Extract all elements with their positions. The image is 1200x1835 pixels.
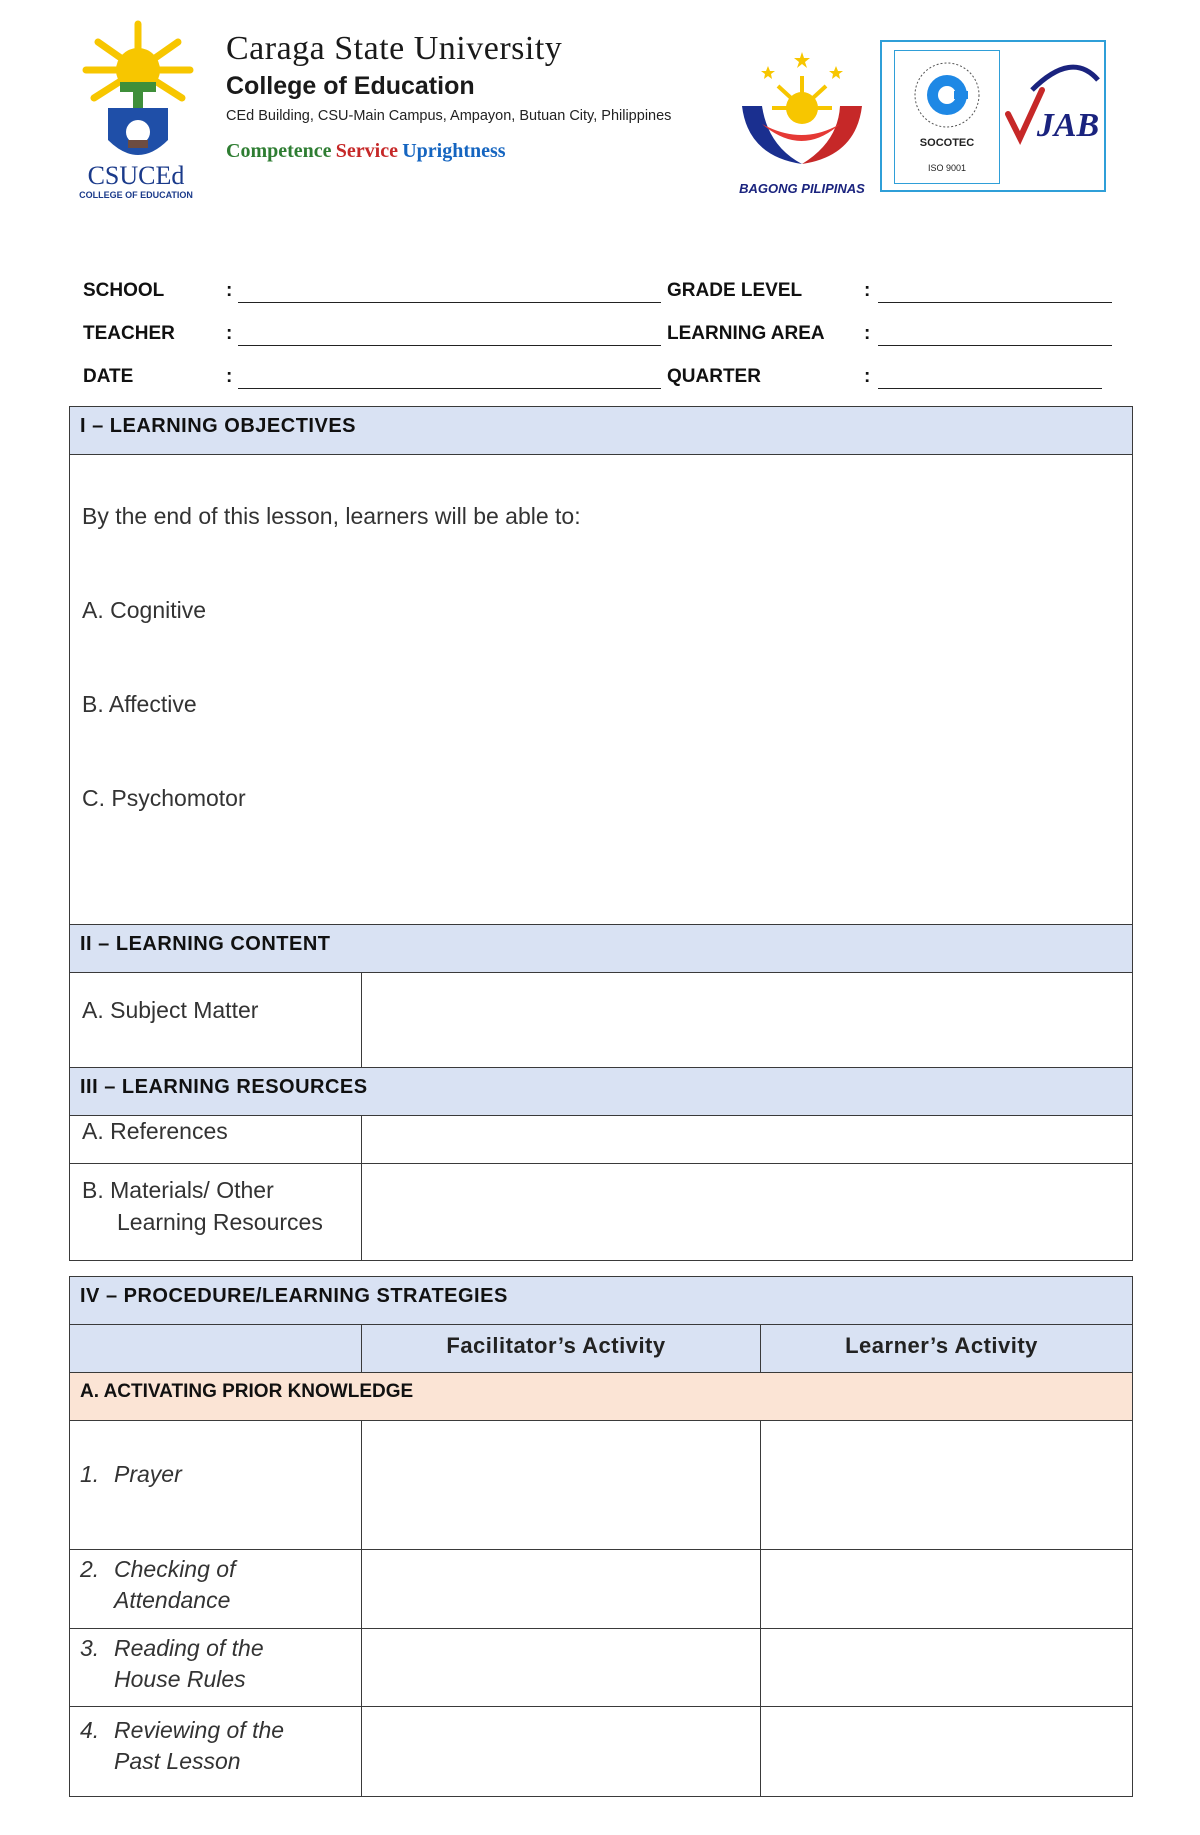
quarter-field[interactable] <box>878 388 1102 389</box>
learner-cell[interactable] <box>761 1629 1133 1707</box>
procedure-item-prayer <box>70 1421 362 1550</box>
learner-activity-header: Learner’s Activity <box>761 1325 1133 1373</box>
socotec-logo <box>894 50 1000 184</box>
learner-cell[interactable] <box>761 1421 1133 1550</box>
item-text-line2: Past Lesson <box>114 1748 241 1774</box>
facilitator-cell[interactable] <box>362 1550 761 1629</box>
procedure-item-house-rules <box>70 1629 362 1707</box>
lesson-plan-table-2 <box>69 1276 1133 1797</box>
item-number: 2. <box>80 1556 100 1582</box>
materials-label-line2: Learning Resources <box>117 1209 323 1235</box>
item-number: 4. <box>80 1717 100 1743</box>
certification-box <box>880 40 1106 192</box>
item-text: Checking of <box>114 1556 236 1582</box>
motto <box>226 140 506 163</box>
bagong-pilipinas-text: BAGONG PILIPINAS <box>739 181 865 196</box>
learning-area-field[interactable] <box>878 345 1112 346</box>
teacher-field[interactable] <box>238 345 661 346</box>
sun-icon <box>772 76 832 124</box>
grade-level-field[interactable] <box>878 302 1112 303</box>
college-address: CEd Building, CSU-Main Campus, Ampayon, Butuan City, Philippines <box>226 108 672 124</box>
iso-text: ISO 9001 <box>927 163 967 173</box>
learning-objectives-header: I – LEARNING OBJECTIVES <box>70 407 1133 455</box>
date-label: DATE <box>83 366 134 387</box>
learning-area-colon: : <box>864 323 871 344</box>
teacher-colon: : <box>226 323 233 344</box>
svg-text:CSUCEd: CSUCEd <box>87 161 185 190</box>
item-number: 1. <box>80 1461 100 1487</box>
materials-value[interactable] <box>362 1164 1133 1261</box>
materials-label <box>70 1164 362 1261</box>
date-colon: : <box>226 366 233 387</box>
motto-uprightness: Uprightness <box>402 140 506 162</box>
learning-resources-header: III – LEARNING RESOURCES <box>70 1068 1133 1116</box>
references-label: A. References <box>70 1116 362 1164</box>
date-field[interactable] <box>238 388 661 389</box>
facilitator-cell[interactable] <box>362 1629 761 1707</box>
item-text-line2: Attendance <box>114 1587 231 1613</box>
teacher-label: TEACHER <box>83 323 175 344</box>
procedure-item-past-lesson <box>70 1707 362 1797</box>
learning-objectives-body[interactable] <box>70 455 1133 925</box>
grade-level-label: GRADE LEVEL <box>667 280 803 301</box>
grade-level-colon: : <box>864 280 871 301</box>
activating-prior-knowledge-header: A. ACTIVATING PRIOR KNOWLEDGE <box>70 1373 1133 1421</box>
csu-ced-logo <box>78 20 198 205</box>
school-field[interactable] <box>238 302 661 303</box>
learning-content-header: II – LEARNING CONTENT <box>70 925 1133 973</box>
college-name: College of Education <box>226 72 475 100</box>
quarter-label: QUARTER <box>667 366 761 387</box>
objective-psychomotor: C. Psychomotor <box>82 785 246 811</box>
references-value[interactable] <box>362 1116 1133 1164</box>
subject-matter-label: A. Subject Matter <box>70 973 362 1068</box>
objective-affective: B. Affective <box>82 691 197 717</box>
socotec-text: SOCOTEC <box>919 137 975 149</box>
jab-logo <box>1002 50 1102 184</box>
objectives-intro: By the end of this lesson, learners will be able to: <box>82 503 581 529</box>
facilitator-activity-header: Facilitator’s Activity <box>362 1325 761 1373</box>
university-name: Caraga State University <box>226 30 563 67</box>
learner-cell[interactable] <box>761 1707 1133 1797</box>
socotec-icon <box>896 51 999 141</box>
learning-area-label: LEARNING AREA <box>667 323 825 344</box>
item-text: Prayer <box>114 1461 182 1487</box>
motto-service: Service <box>335 140 398 162</box>
subject-matter-value[interactable] <box>362 973 1133 1068</box>
objective-cognitive: A. Cognitive <box>82 597 207 623</box>
svg-text:COLLEGE OF EDUCATION: COLLEGE OF EDUCATION <box>79 190 193 200</box>
bagong-pilipinas-logo <box>728 46 876 196</box>
school-colon: : <box>226 280 233 301</box>
facilitator-cell[interactable] <box>362 1421 761 1550</box>
item-number: 3. <box>80 1635 100 1661</box>
motto-competence: Competence <box>226 140 332 162</box>
quarter-colon: : <box>864 366 871 387</box>
procedure-item-attendance <box>70 1550 362 1629</box>
procedure-header: IV – PROCEDURE/LEARNING STRATEGIES <box>70 1277 1133 1325</box>
learner-cell[interactable] <box>761 1550 1133 1629</box>
item-text: Reading of the <box>114 1635 264 1661</box>
svg-text:JAB: JAB <box>1036 107 1100 144</box>
item-text: Reviewing of the <box>114 1717 285 1743</box>
lesson-plan-table-1 <box>69 406 1133 1261</box>
school-label: SCHOOL <box>83 280 165 301</box>
item-text-line2: House Rules <box>114 1666 246 1692</box>
materials-label-line1: B. Materials/ Other <box>82 1177 274 1203</box>
procedure-blank-header <box>70 1325 362 1373</box>
facilitator-cell[interactable] <box>362 1707 761 1797</box>
